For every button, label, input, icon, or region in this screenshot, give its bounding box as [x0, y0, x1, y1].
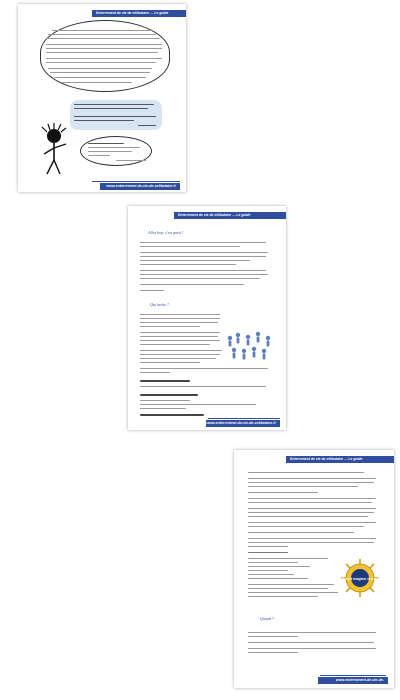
stick-figure-illustration	[32, 122, 74, 178]
text-line	[248, 508, 376, 509]
text-line	[140, 394, 198, 396]
text-line	[140, 404, 256, 405]
page-footer	[206, 420, 280, 427]
text-line	[140, 264, 236, 265]
text-line	[248, 526, 364, 527]
text-line	[140, 246, 240, 247]
text-line	[248, 482, 374, 483]
text-line	[140, 332, 220, 333]
text-line	[248, 566, 310, 567]
section-title: Quand ?	[260, 616, 274, 621]
text-line	[140, 350, 222, 351]
footer-url: www.enterrement-de-vie-de-celibataire.fr	[106, 184, 176, 188]
text-line	[140, 354, 220, 355]
document-page-2	[128, 206, 286, 430]
text-line	[248, 584, 334, 585]
text-line	[248, 472, 364, 473]
text-line	[140, 256, 266, 257]
crowd-illustration	[224, 330, 274, 364]
document-page-1	[18, 4, 186, 192]
page-header: Enterrement de vie de célibataire — Le guide	[92, 10, 186, 17]
text-line	[248, 592, 338, 593]
page-header: Enterrement de vie de célibataire — Le guide	[174, 212, 286, 219]
text-line	[248, 516, 368, 517]
text-line	[248, 596, 318, 597]
text-line	[248, 588, 328, 589]
text-line	[140, 260, 250, 261]
text-line	[248, 498, 376, 499]
footer-url: www.enterrement-de-vie-de-celibataire.fr	[335, 678, 384, 689]
text-line	[140, 368, 268, 369]
text-line	[248, 636, 298, 637]
text-line	[248, 648, 376, 649]
text-line	[248, 492, 318, 493]
text-line	[248, 632, 376, 633]
text-line	[140, 408, 186, 409]
text-line	[140, 242, 266, 243]
text-line	[248, 546, 288, 547]
text-line	[140, 386, 266, 387]
text-line	[140, 290, 164, 291]
badge-text: Les rêves à imaginer et à réaliser	[334, 577, 386, 581]
footer-url: www.enterrement-de-vie-de-celibataire.fr	[206, 421, 276, 425]
document-page-3	[234, 450, 394, 688]
text-line	[140, 284, 244, 285]
text-line	[248, 562, 298, 563]
text-line	[248, 574, 294, 575]
section-title: Allez hop, c'est parti !	[148, 230, 184, 235]
text-line	[140, 400, 190, 401]
text-line	[140, 270, 266, 271]
text-line	[140, 380, 190, 382]
text-line	[248, 570, 288, 571]
page-footer	[100, 183, 180, 190]
text-line	[248, 532, 354, 533]
text-line	[140, 362, 200, 363]
text-line	[140, 340, 220, 341]
text-line	[140, 344, 210, 345]
text-line	[248, 486, 358, 487]
text-line	[248, 552, 288, 553]
text-line	[140, 336, 218, 337]
text-line	[140, 252, 268, 253]
footer-rule	[92, 181, 180, 182]
text-line	[140, 326, 200, 327]
text-line	[140, 358, 216, 359]
text-line	[248, 558, 328, 559]
text-line	[140, 372, 170, 373]
text-line	[248, 478, 376, 479]
text-line	[248, 512, 374, 513]
text-line	[248, 538, 376, 539]
section-title: Qui invite ?	[150, 302, 169, 307]
sun-badge-illustration	[334, 558, 386, 598]
text-line	[140, 322, 218, 323]
text-line	[248, 522, 376, 523]
text-line	[248, 652, 298, 653]
text-line	[140, 318, 220, 319]
text-line	[140, 314, 220, 315]
text-line	[248, 642, 374, 643]
text-line	[140, 274, 268, 275]
text-line	[140, 278, 260, 279]
footer-rule	[320, 675, 386, 676]
text-line	[248, 578, 308, 579]
footer-rule	[208, 418, 280, 419]
text-line	[248, 502, 372, 503]
page-footer	[318, 677, 388, 689]
page-header: Enterrement de vie de célibataire — Le guide	[286, 456, 394, 463]
text-line	[140, 414, 204, 416]
text-line	[248, 542, 374, 543]
